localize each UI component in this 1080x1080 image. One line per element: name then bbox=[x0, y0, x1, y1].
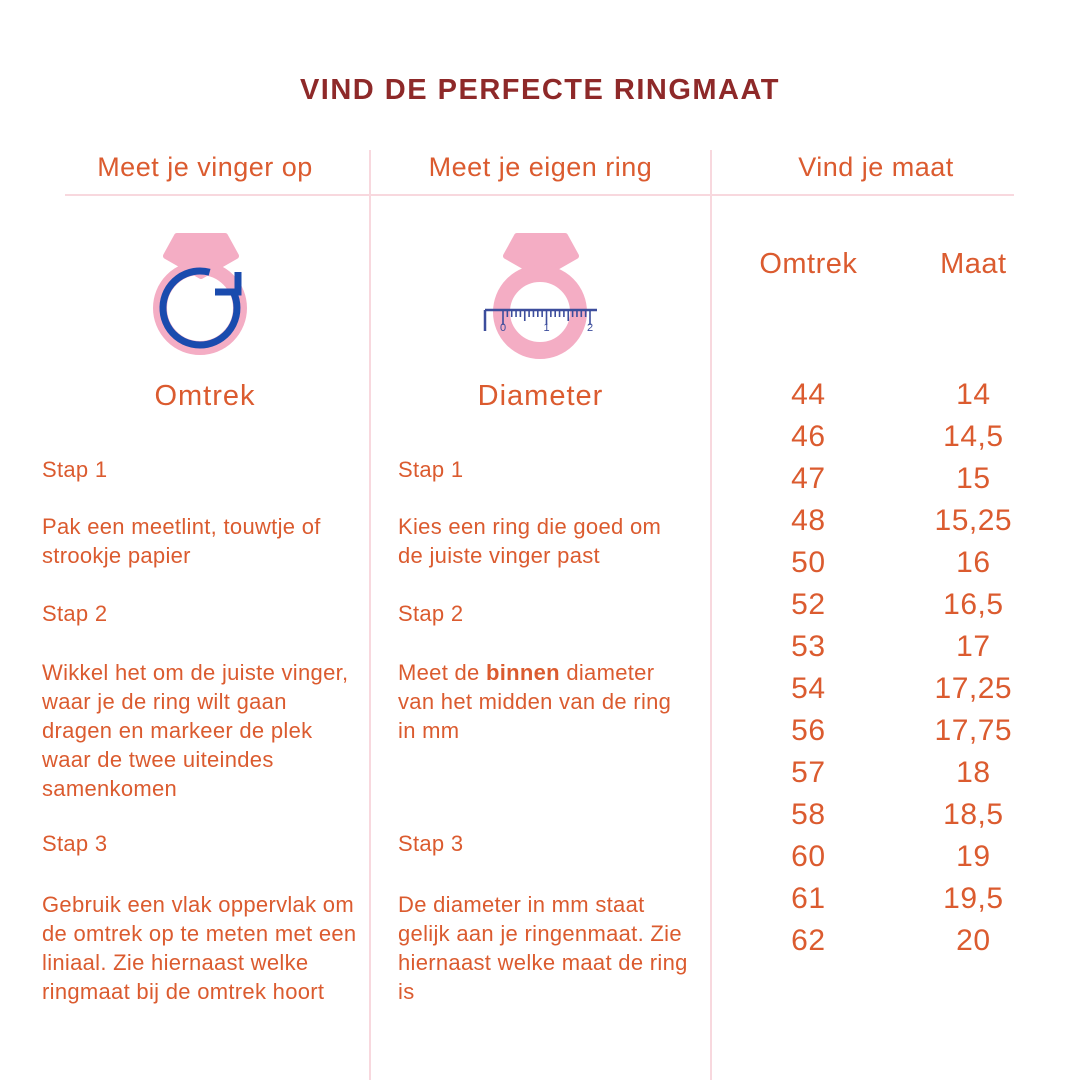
omtrek-value: 56 bbox=[791, 714, 826, 747]
ring-step2-bold: binnen bbox=[486, 660, 560, 685]
table-row bbox=[711, 374, 1041, 416]
finger-step3-title: Stap 3 bbox=[42, 831, 108, 856]
size-table-header-omtrek: Omtrek bbox=[759, 248, 858, 280]
table-row bbox=[711, 458, 1041, 500]
maat-value: 17,25 bbox=[934, 672, 1013, 705]
omtrek-value: 44 bbox=[791, 378, 826, 411]
omtrek-value: 54 bbox=[791, 672, 826, 705]
ring-step2-title: Stap 2 bbox=[398, 601, 464, 626]
maat-value: 18,5 bbox=[943, 798, 1004, 831]
ring-step1-text: Kies een ring die goed om de juiste vinger past bbox=[398, 514, 662, 568]
omtrek-value: 60 bbox=[791, 840, 826, 873]
ring-step2-prefix: Meet de bbox=[398, 660, 487, 685]
omtrek-value: 62 bbox=[791, 924, 826, 957]
table-row bbox=[711, 920, 1041, 962]
maat-value: 20 bbox=[956, 924, 991, 957]
omtrek-value: 48 bbox=[791, 504, 826, 537]
table-row bbox=[711, 416, 1041, 458]
omtrek-value: 58 bbox=[791, 798, 826, 831]
column-divider bbox=[369, 150, 371, 1080]
omtrek-value: 53 bbox=[791, 630, 826, 663]
maat-value: 19 bbox=[956, 840, 991, 873]
ring-circumference-icon bbox=[133, 228, 273, 368]
ruler-label-1: 1 bbox=[543, 322, 550, 334]
method-label-omtrek: Omtrek bbox=[154, 380, 256, 412]
maat-value: 19,5 bbox=[943, 882, 1004, 915]
ring-step2-text bbox=[398, 658, 690, 745]
omtrek-value: 47 bbox=[791, 462, 826, 495]
method-label-diameter: Diameter bbox=[477, 380, 604, 412]
omtrek-value: 61 bbox=[791, 882, 826, 915]
finger-step2-title: Stap 2 bbox=[42, 601, 108, 626]
size-table-header bbox=[711, 248, 1041, 281]
maat-value: 15,25 bbox=[934, 504, 1013, 537]
maat-value: 16 bbox=[956, 546, 991, 579]
size-table-body bbox=[711, 374, 1041, 962]
omtrek-value: 57 bbox=[791, 756, 826, 789]
table-row bbox=[711, 878, 1041, 920]
column-header-size: Vind je maat bbox=[798, 152, 954, 182]
ruler-label-2: 2 bbox=[586, 322, 594, 334]
finger-step1-title: Stap 1 bbox=[42, 457, 108, 482]
ring-step3-text: De diameter in mm staat gelijk aan je ringenmaat. Zie hiernaast welke maat de ring is bbox=[398, 892, 688, 1004]
table-row bbox=[711, 752, 1041, 794]
omtrek-value: 52 bbox=[791, 588, 826, 621]
table-row bbox=[711, 710, 1041, 752]
table-row bbox=[711, 500, 1041, 542]
header-underline bbox=[65, 194, 1014, 196]
finger-step1-text: Pak een meetlint, touwtje of strookje papier bbox=[42, 514, 321, 568]
omtrek-value: 50 bbox=[791, 546, 826, 579]
finger-step2-text: Wikkel het om de juiste vinger, waar je de ring wilt gaan dragen en markeer de plek waar de twee uiteindes samenkomen bbox=[42, 660, 349, 801]
ring-diameter-ruler-icon bbox=[470, 228, 610, 368]
ring-step2-suffix: diameter van het midden van de ring in mm bbox=[398, 660, 672, 743]
maat-value: 18 bbox=[956, 756, 991, 789]
maat-value: 14 bbox=[956, 378, 991, 411]
column-header-finger: Meet je vinger op bbox=[97, 152, 313, 182]
table-row bbox=[711, 794, 1041, 836]
table-row bbox=[711, 626, 1041, 668]
table-row bbox=[711, 542, 1041, 584]
omtrek-value: 46 bbox=[791, 420, 826, 453]
table-row bbox=[711, 836, 1041, 878]
table-row bbox=[711, 584, 1041, 626]
maat-value: 16,5 bbox=[943, 588, 1004, 621]
maat-value: 15 bbox=[956, 462, 991, 495]
maat-value: 17 bbox=[956, 630, 991, 663]
finger-step3-text: Gebruik een vlak oppervlak om de omtrek op te meten met een liniaal. Zie hiernaast welke ringmaat bij de omtrek hoort bbox=[42, 892, 357, 1004]
size-table-header-maat: Maat bbox=[940, 248, 1007, 280]
ring-step1-title: Stap 1 bbox=[398, 457, 464, 482]
maat-value: 17,75 bbox=[934, 714, 1013, 747]
ruler-label-0: 0 bbox=[499, 322, 507, 334]
page-title: VIND DE PERFECTE RINGMAAT bbox=[299, 74, 781, 106]
maat-value: 14,5 bbox=[943, 420, 1004, 453]
ring-step3-title: Stap 3 bbox=[398, 831, 464, 856]
column-header-ring: Meet je eigen ring bbox=[428, 152, 653, 182]
table-row bbox=[711, 668, 1041, 710]
